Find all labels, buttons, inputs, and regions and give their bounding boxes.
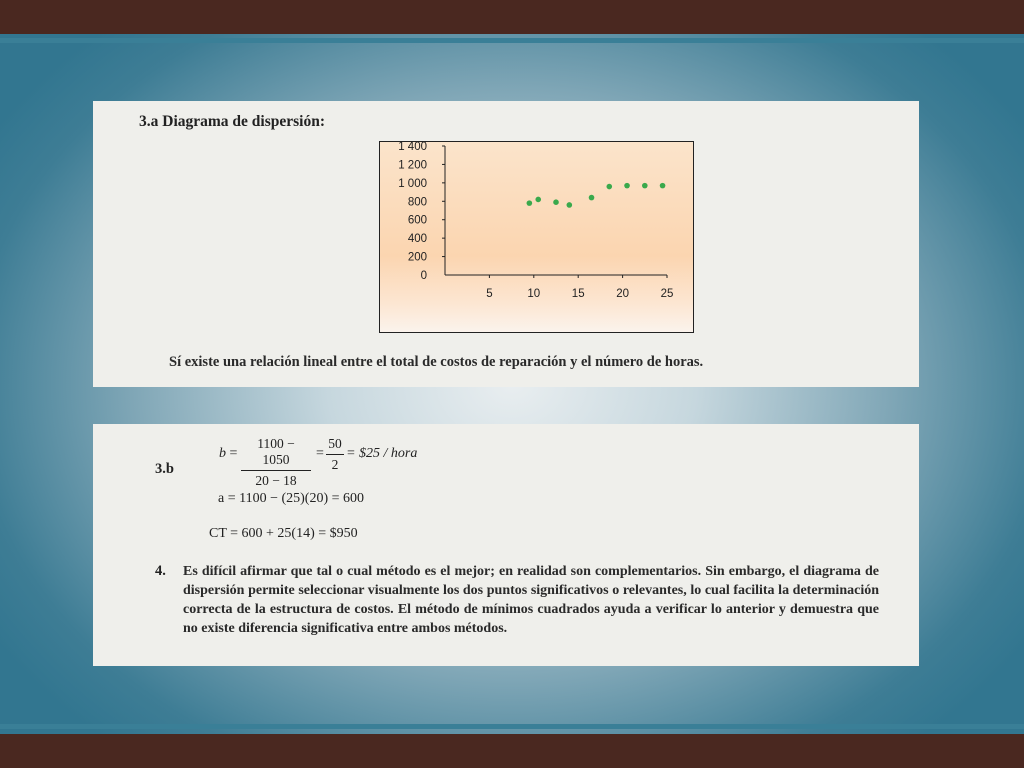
top-accent-line: [0, 38, 1024, 43]
a-equation: a = 1100 − (25)(20) = 600: [218, 491, 365, 506]
data-point: [589, 195, 595, 201]
y-tick-label: 1 200: [398, 159, 427, 172]
x-tick-label: 15: [571, 288, 585, 300]
y-tick-label: 800: [407, 196, 427, 209]
y-tick-label: 200: [407, 251, 427, 264]
b-result: $25 / hora: [359, 446, 418, 461]
conclusion-text: Sí existe una relación lineal entre el total de costos de reparación y el número de horas.: [169, 354, 704, 370]
section-4-label: 4.: [155, 563, 166, 579]
data-point: [527, 200, 533, 206]
scatter-chart-box: [379, 141, 694, 333]
bottom-band: [0, 734, 1024, 768]
data-point: [606, 184, 612, 190]
data-point: [567, 202, 573, 208]
section-3a-heading: 3.a Diagrama de dispersión:: [139, 113, 325, 130]
b-numerator-1: 1100 − 1050: [241, 436, 311, 471]
scatter-chart: [380, 142, 693, 332]
data-point: [642, 183, 648, 189]
x-tick-label: 20: [616, 288, 629, 300]
section-3b-label: 3.b: [155, 461, 174, 477]
bottom-accent-line: [0, 724, 1024, 729]
y-tick-label: 600: [407, 214, 427, 227]
data-point: [660, 183, 666, 189]
y-tick-label: 1 400: [398, 142, 427, 153]
equals-sign-1: =: [316, 446, 324, 461]
solution-panel: [93, 424, 919, 666]
data-point: [624, 183, 630, 189]
x-tick-label: 5: [486, 288, 493, 300]
x-tick-label: 10: [527, 288, 541, 300]
b-fraction-2: [326, 436, 344, 473]
scatter-panel: [93, 101, 919, 387]
b-numerator-2: 50: [326, 436, 344, 455]
b-denominator-2: 2: [331, 457, 339, 472]
data-point: [535, 197, 541, 203]
x-tick-label: 25: [660, 288, 674, 300]
y-tick-label: 400: [407, 233, 427, 246]
b-denominator-1: 20 − 18: [255, 473, 297, 488]
ct-equation: CT = 600 + 25(14) = $950: [209, 526, 358, 541]
section-4-text: Es difícil afirmar que tal o cual método es el mejor; en realidad son complementarios. Sin embargo, el diagrama de dispersión permite seleccionar visualmente los dos puntos significativos o relevantes, lo cual facilita la determinación correcta de la estructura de costos. El método de mínimos cuadrados ayuda a verificar lo anterior y demuestra que no existe diferencia significativa entre ambos métodos.: [183, 564, 879, 636]
b-fraction-1: [241, 436, 311, 489]
b-equation-lhs: b =: [219, 446, 238, 461]
b-variable: b: [219, 446, 226, 461]
top-band: [0, 0, 1024, 34]
y-tick-label: 1 000: [398, 177, 427, 190]
data-point: [553, 199, 559, 205]
y-tick-label: 0: [420, 270, 427, 282]
equals-sign-2: =: [347, 446, 355, 461]
